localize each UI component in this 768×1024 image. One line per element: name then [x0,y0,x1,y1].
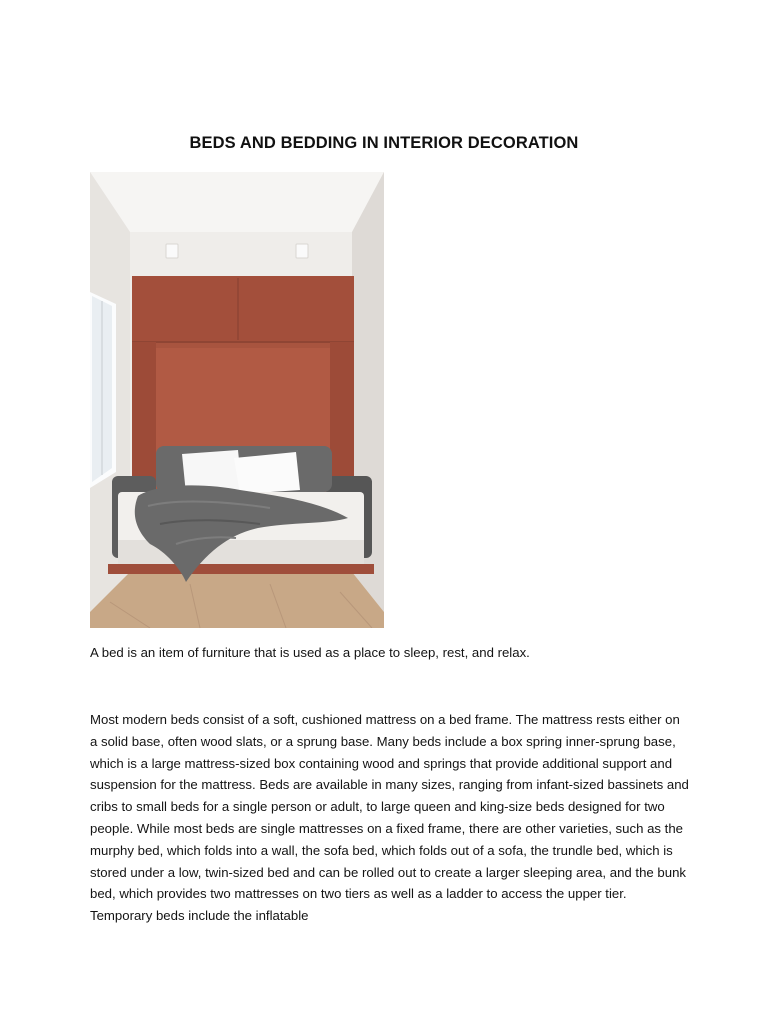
murphy-bed-photo [90,172,384,628]
body-paragraph: Most modern beds consist of a soft, cushioned mattress on a bed frame. The mattress rests either on a solid base, often wood slats, or a sprung base. Many beds include a box spring inner-sprung base, which is a large mattress-sized box containing wood and springs that provide additional support and suspension for the mattress. Beds are available in many sizes, ranging from infant-sized bassinets and cribs to small beds for a single person or adult, to large queen and king-size beds designed for two people. While most beds are single mattresses on a fixed frame, there are other varieties, such as the murphy bed, which folds into a wall, the sofa bed, which folds out of a sofa, the trundle bed, which is stored under a low, twin-sized bed and can be rolled out to create a larger sleeping area, and the bunk bed, which provides two mattresses on two tiers as well as a ladder to access the upper tier. Temporary beds include the inflatable [90,712,689,924]
murphy-bed-illustration [90,172,384,628]
intro-paragraph: A bed is an item of furniture that is used as a place to sleep, rest, and relax. [90,645,530,660]
document-title: BEDS AND BEDDING IN INTERIOR DECORATION [189,134,579,152]
